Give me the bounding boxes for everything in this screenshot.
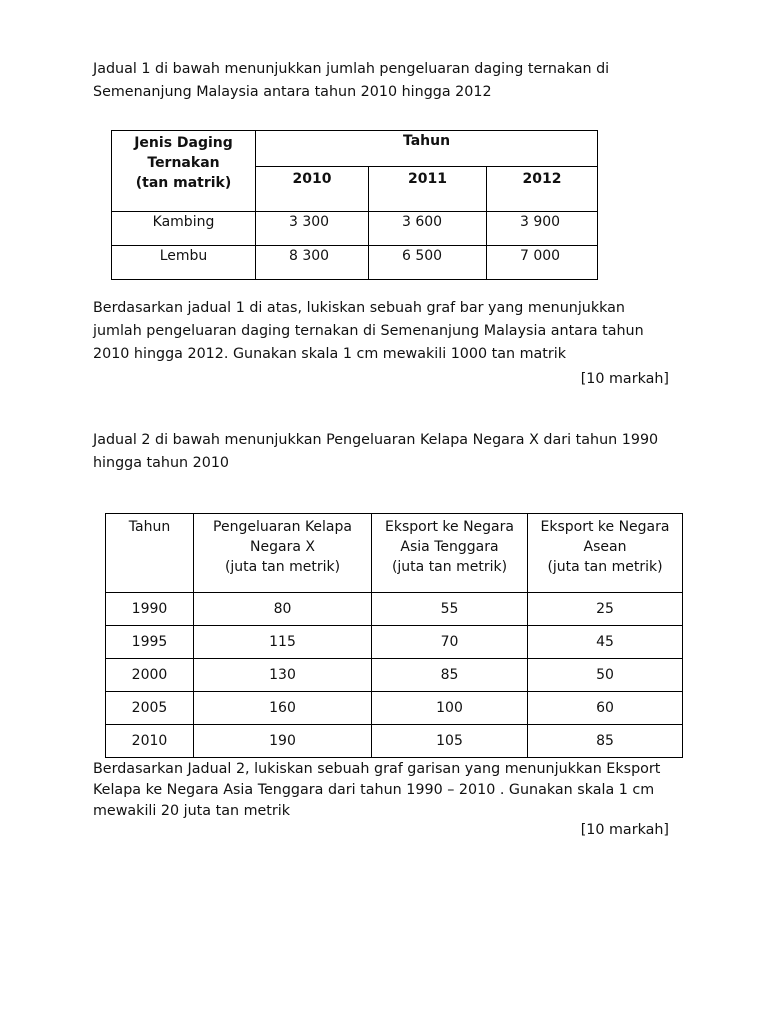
table-2-cell: 100 xyxy=(372,692,528,725)
table-2-cell: 2010 xyxy=(106,725,194,758)
table-1-cell: 7 000 xyxy=(487,246,598,280)
q2-intro-line-1: Jadual 2 di bawah menunjukkan Pengeluaran Kelapa Negara X dari tahun 1990 xyxy=(93,432,659,448)
table-1-row-label: Lembu xyxy=(112,246,256,280)
q1-instruction-line: jumlah pengeluaran daging ternakan di Semenanjung Malaysia antara tahun xyxy=(93,323,644,339)
table-row xyxy=(106,725,683,758)
table-2-cell: 105 xyxy=(372,725,528,758)
table-2-cell: 160 xyxy=(194,692,372,725)
table-2-cell: 2005 xyxy=(106,692,194,725)
table-1-cell: 3 600 xyxy=(369,212,487,246)
table-2-cell: 25 xyxy=(528,593,683,626)
q1-intro-line-2: Semenanjung Malaysia antara tahun 2010 hingga 2012 xyxy=(93,84,492,100)
table-2-cell: 80 xyxy=(194,593,372,626)
q2-instruction-line: Kelapa ke Negara Asia Tenggara dari tahun 1990 – 2010 . Gunakan skala 1 cm xyxy=(93,782,655,798)
table-2-cell: 130 xyxy=(194,659,372,692)
table-2-cell: 85 xyxy=(528,725,683,758)
q1-marks: [10 markah] xyxy=(580,371,669,387)
table-2-header-production: Pengeluaran Kelapa Negara X (juta tan metrik) xyxy=(194,514,372,593)
table-2-header-export-asean: Eksport ke Negara Asean (juta tan metrik) xyxy=(528,514,683,593)
q2-intro xyxy=(93,429,683,475)
table-2-cell: 45 xyxy=(528,626,683,659)
table-2-cell: 115 xyxy=(194,626,372,659)
q2-instruction-line: Berdasarkan Jadual 2, lukiskan sebuah graf garisan yang menunjukkan Eksport xyxy=(93,761,661,777)
table-2-cell: 1995 xyxy=(106,626,194,659)
q1-intro xyxy=(93,58,683,104)
table-2-cell: 85 xyxy=(372,659,528,692)
table-1-year-header: 2012 xyxy=(487,167,598,212)
q2-marks: [10 markah] xyxy=(580,822,669,838)
table-2-cell: 190 xyxy=(194,725,372,758)
table-2-header-year: Tahun xyxy=(106,514,194,593)
table-row xyxy=(106,593,683,626)
q2-instruction xyxy=(93,759,683,822)
table-2-cell: 60 xyxy=(528,692,683,725)
table-1-cell: 3 300 xyxy=(256,212,369,246)
table-row xyxy=(112,212,598,246)
table-1 xyxy=(111,130,598,280)
table-1-row-label: Kambing xyxy=(112,212,256,246)
table-1-cell: 3 900 xyxy=(487,212,598,246)
q1-intro-line-1: Jadual 1 di bawah menunjukkan jumlah pengeluaran daging ternakan di xyxy=(93,61,610,77)
table-2-cell: 2000 xyxy=(106,659,194,692)
table-1-year-group-header: Tahun xyxy=(256,131,598,167)
table-2-header-export-asia-tenggara: Eksport ke Negara Asia Tenggara (juta tan metrik) xyxy=(372,514,528,593)
table-row xyxy=(112,246,598,280)
table-1-cell: 6 500 xyxy=(369,246,487,280)
table-row xyxy=(106,692,683,725)
table-2-cell: 1990 xyxy=(106,593,194,626)
q1-instruction-line: Berdasarkan jadual 1 di atas, lukiskan sebuah graf bar yang menunjukkan xyxy=(93,300,625,316)
table-2 xyxy=(105,513,683,758)
q1-instruction-line: 2010 hingga 2012. Gunakan skala 1 cm mewakili 1000 tan matrik xyxy=(93,346,567,362)
q2-instruction-line: mewakili 20 juta tan metrik xyxy=(93,803,291,819)
table-1-type-header: Jenis Daging Ternakan (tan matrik) xyxy=(112,131,256,212)
q1-instruction xyxy=(93,297,683,366)
table-2-cell: 70 xyxy=(372,626,528,659)
table-1-cell: 8 300 xyxy=(256,246,369,280)
table-row xyxy=(106,659,683,692)
table-2-cell: 50 xyxy=(528,659,683,692)
table-1-year-header: 2010 xyxy=(256,167,369,212)
q2-intro-line-2: hingga tahun 2010 xyxy=(93,455,230,471)
table-1-year-header: 2011 xyxy=(369,167,487,212)
table-row xyxy=(106,626,683,659)
table-2-cell: 55 xyxy=(372,593,528,626)
